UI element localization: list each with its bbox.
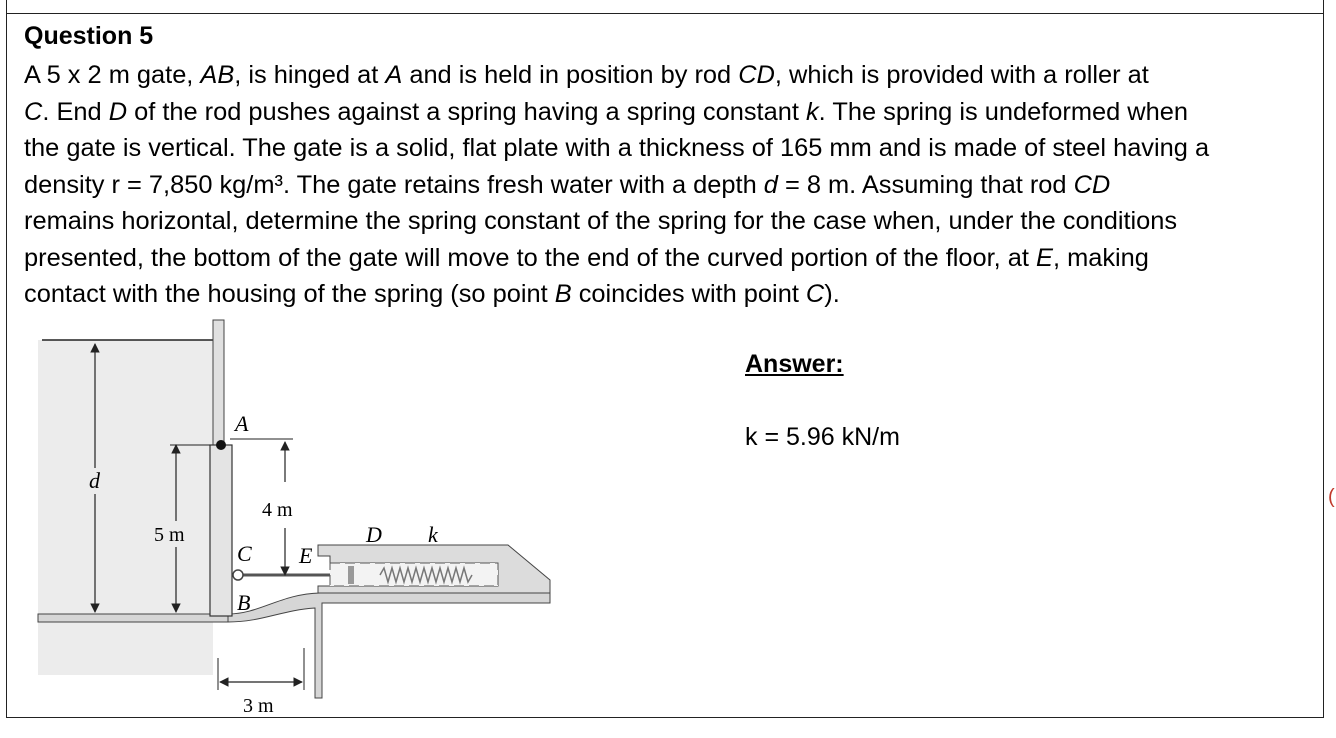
question-symbol: A <box>385 61 403 89</box>
label-3m: 3 m <box>243 695 274 717</box>
question-text <box>24 57 1314 313</box>
label-d: d <box>89 468 100 493</box>
gate-ab <box>210 445 232 616</box>
label-c: C <box>237 541 252 566</box>
answer-value: k = 5.96 kN/m <box>745 423 900 451</box>
question-symbol: CD <box>738 61 775 89</box>
question-line: density r = 7,850 kg/m³. The gate retains fresh water with a depth d = 8 m. Assuming that rod CD <box>24 170 1111 199</box>
water-region <box>38 340 213 675</box>
question-symbol: B <box>554 280 572 308</box>
roller-c <box>233 570 243 580</box>
upper-post <box>213 320 224 445</box>
question-symbol: d <box>763 170 778 199</box>
label-d-point: D <box>366 522 382 547</box>
question-symbol: D <box>108 97 128 126</box>
question-symbol: E <box>1036 243 1053 272</box>
question-line: C. End D of the rod pushes against a spring having a spring constant k. The spring is undeformed when <box>24 97 1188 126</box>
edge-mark: ( <box>1328 486 1335 508</box>
label-4m: 4 m <box>262 499 293 521</box>
rod-end-d <box>348 566 354 584</box>
question-line: contact with the housing of the spring (so point B coincides with point C). <box>24 280 840 308</box>
gate-diagram <box>30 318 560 718</box>
question-line: A 5 x 2 m gate, AB, is hinged at A and is held in position by rod CD, which is provided with a roller at <box>24 61 1149 89</box>
question-line: presented, the bottom of the gate will move to the end of the curved portion of the floor, at E, making <box>24 243 1149 272</box>
question-symbol: C <box>24 97 43 126</box>
question-symbol: AB <box>200 61 235 89</box>
question-symbol: C <box>805 280 825 308</box>
label-e: E <box>299 543 313 568</box>
label-k: k <box>428 522 438 547</box>
question-title: Question 5 <box>24 22 154 50</box>
label-b: B <box>237 590 251 615</box>
label-5m: 5 m <box>154 524 185 546</box>
question-line: remains horizontal, determine the spring constant of the spring for the case when, under the conditions <box>24 207 1178 235</box>
question-symbol: k <box>805 97 819 126</box>
answer-title: Answer: <box>745 350 844 378</box>
label-a: A <box>235 411 249 436</box>
hinge-a <box>216 440 226 450</box>
floor-left <box>38 614 228 622</box>
question-line: the gate is vertical. The gate is a solid, flat plate with a thickness of 165 mm and is made of steel having a <box>24 134 1210 162</box>
question-symbol: CD <box>1073 170 1111 199</box>
